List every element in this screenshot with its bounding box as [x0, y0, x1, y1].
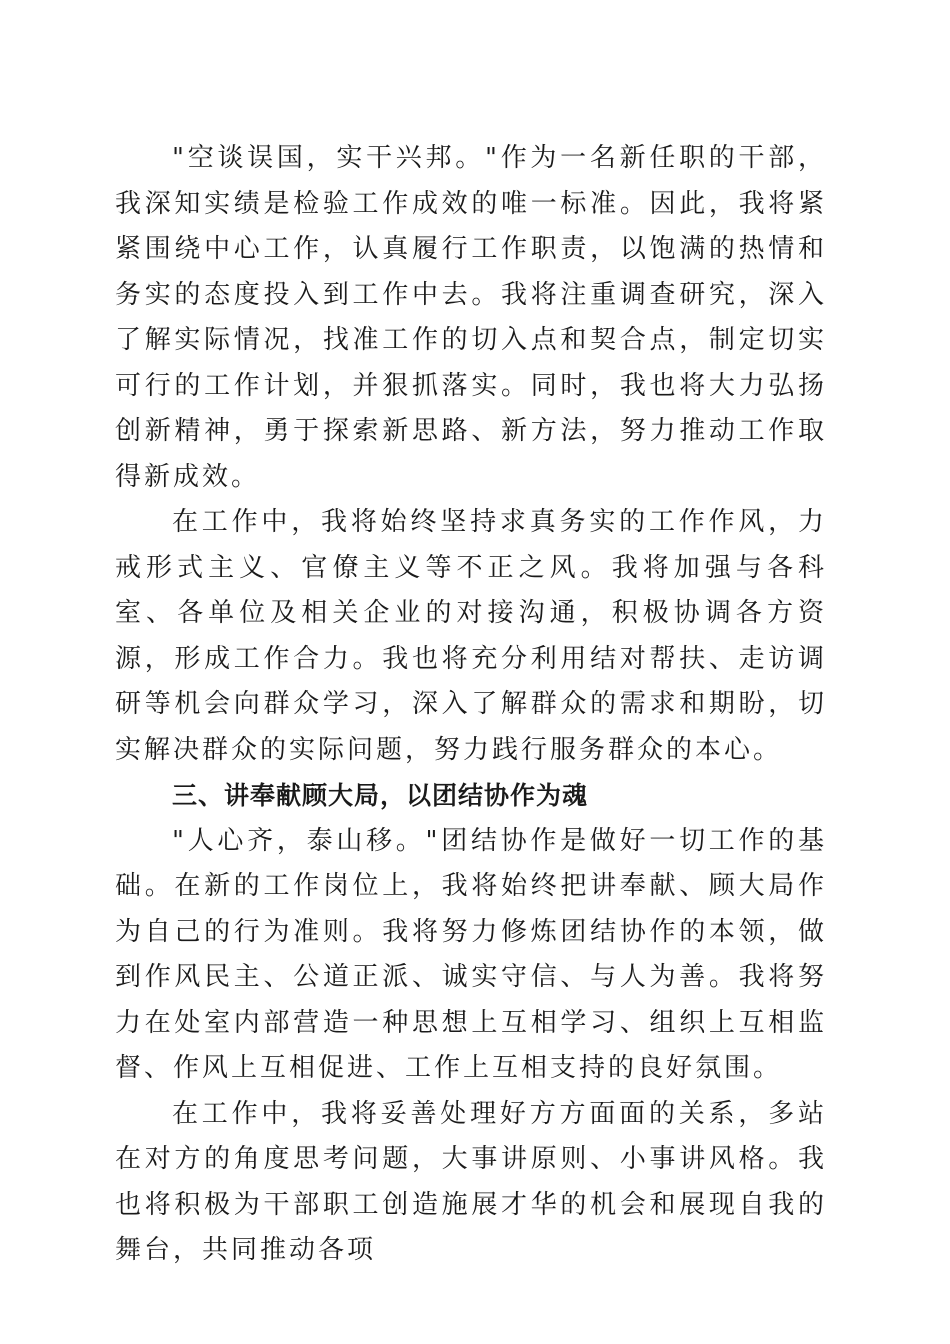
section-heading-teamwork: 三、讲奉献顾大局，以团结协作为魂 [172, 781, 589, 810]
paragraph-relationships: 在工作中，我将妥善处理好方方面面的关系，多站在对方的角度思考问题，大事讲原则、小事讲风格。我也将积极为干部职工创造施展才华的机会和展现自我的舞台，共同推动各项 [115, 1098, 827, 1265]
document-page [115, 136, 827, 1274]
paragraph-practical-work: "空谈误国，实干兴邦。"作为一名新任职的干部，我深知实绩是检验工作成效的唯一标准。因此，我将紧紧围绕中心工作，认真履行工作职责，以饱满的热情和务实的态度投入到工作中去。我将注重调查研究，深入了解实际情况，找准工作的切入点和契合点，制定切实可行的工作计划，并狠抓落实。同时，我也将大力弘扬创新精神，勇于探索新思路、新方法，努力推动工作取得新成效。 [115, 143, 827, 492]
paragraph-unity: "人心齐，泰山移。"团结协作是做好一切工作的基础。在新的工作岗位上，我将始终把讲奉献、顾大局作为自己的行为准则。我将努力修炼团结协作的本领，做到作风民主、公道正派、诚实守信、与人为善。我将努力在处室内部营造一种思想上互相学习、组织上互相监督、作风上互相促进、工作上互相支持的良好氛围。 [115, 825, 827, 1083]
paragraph-work-style: 在工作中，我将始终坚持求真务实的工作作风，力戒形式主义、官僚主义等不正之风。我将加强与各科室、各单位及相关企业的对接沟通，积极协调各方资源，形成工作合力。我也将充分利用结对帮扶、走访调研等机会向群众学习，深入了解群众的需求和期盼，切实解决群众的实际问题，努力践行服务群众的本心。 [115, 507, 827, 765]
